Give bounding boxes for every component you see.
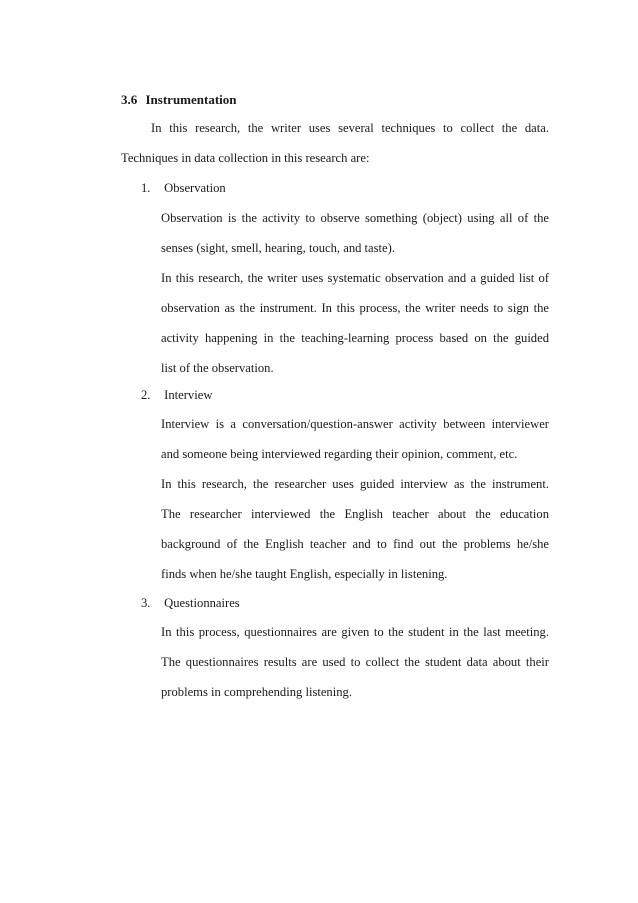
body-line: senses (sight, smell, hearing, touch, and taste). <box>161 241 395 255</box>
intro-line: Techniques in data collection in this research are: <box>121 151 370 165</box>
list-item-interview <box>141 387 212 403</box>
body-line: activity happening in the teaching-learning process based on the guided <box>161 331 549 345</box>
interview-body <box>161 416 549 596</box>
body-line: In this research, the writer uses systematic observation and a guided list of <box>161 271 549 285</box>
body-line: In this research, the researcher uses guided interview as the instrument. <box>161 477 549 491</box>
list-item-observation <box>141 180 226 196</box>
body-line: Interview is a conversation/question-answer activity between interviewer <box>161 417 549 431</box>
body-line: The questionnaires results are used to collect the student data about their <box>161 655 549 669</box>
body-line: observation as the instrument. In this process, the writer needs to sign the <box>161 301 549 315</box>
body-line: and someone being interviewed regarding their opinion, comment, etc. <box>161 447 518 461</box>
section-title: Instrumentation <box>145 92 237 107</box>
body-line: Observation is the activity to observe something (object) using all of the <box>161 211 549 225</box>
observation-body <box>161 210 549 390</box>
body-line: finds when he/she taught English, especially in listening. <box>161 567 448 581</box>
body-line: problems in comprehending listening. <box>161 685 352 699</box>
list-item-title: Interview <box>164 388 213 402</box>
intro-line: In this research, the writer uses several techniques to collect the data. <box>151 121 549 135</box>
list-marker: 1. <box>141 181 151 195</box>
section-number: 3.6 <box>121 92 138 107</box>
questionnaires-body <box>161 624 549 714</box>
body-line: background of the English teacher and to find out the problems he/she <box>161 537 549 551</box>
body-line: list of the observation. <box>161 361 274 375</box>
section-heading <box>121 92 237 108</box>
list-item-title: Observation <box>164 181 226 195</box>
body-line: In this process, questionnaires are given to the student in the last meeting. <box>161 625 549 639</box>
list-marker: 2. <box>141 388 151 402</box>
list-item-title: Questionnaires <box>164 596 240 610</box>
body-line: The researcher interviewed the English teacher about the education <box>161 507 549 521</box>
list-marker: 3. <box>141 596 151 610</box>
list-item-questionnaires <box>141 595 240 611</box>
intro-paragraph <box>121 113 549 173</box>
